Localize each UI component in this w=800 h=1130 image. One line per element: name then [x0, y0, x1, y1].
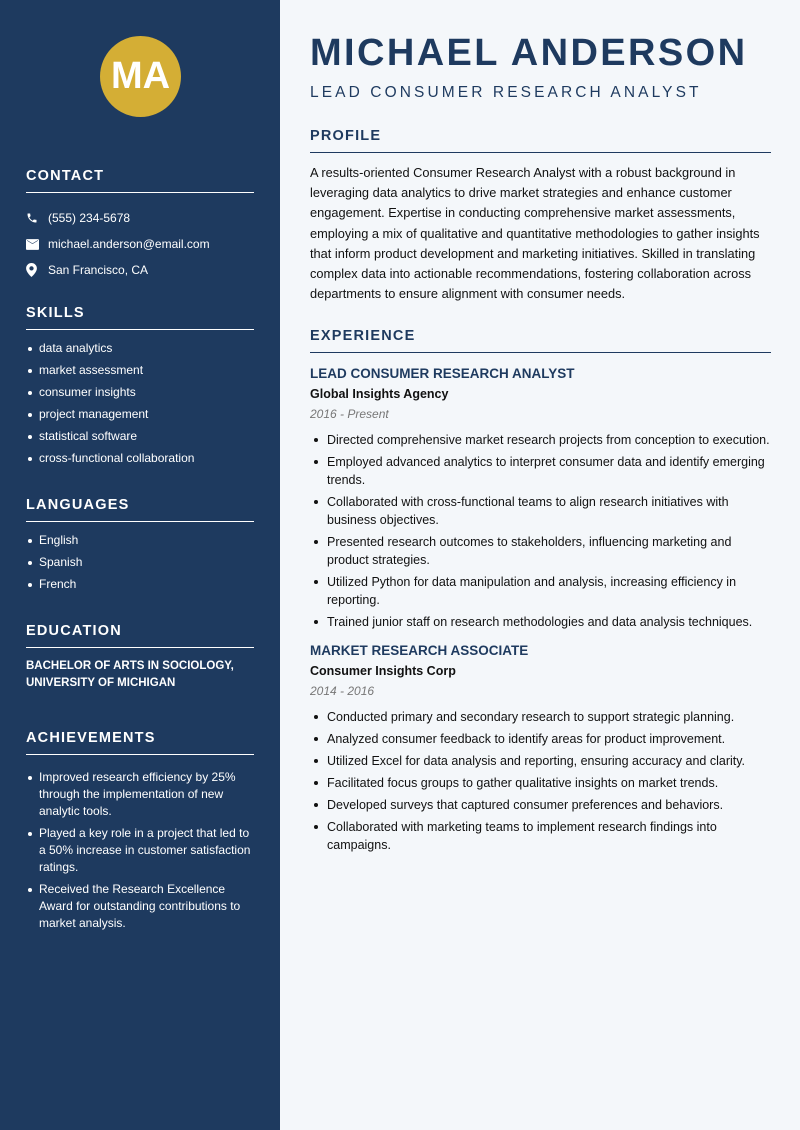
phone-text: (555) 234-5678 [48, 211, 131, 225]
languages-section [26, 497, 254, 598]
job-bullet: Employed advanced analytics to interpret consumer data and identify emerging trends. [310, 453, 771, 489]
job-bullet: Collaborated with cross-functional teams to align research initiatives with business objectives. [310, 493, 771, 529]
job-bullet: Developed surveys that captured consumer preferences and behaviors. [310, 796, 771, 814]
job-title: LEAD CONSUMER RESEARCH ANALYST [310, 366, 575, 381]
achievement-item: Played a key role in a project that led to a 50% increase in customer satisfaction ratings. [26, 825, 254, 876]
envelope-icon [26, 239, 48, 250]
job-dates: 2014 - 2016 [310, 684, 375, 698]
language-item: English [26, 532, 254, 549]
experience-heading: EXPERIENCE [310, 328, 771, 353]
email-link[interactable]: michael.anderson@email.com [48, 237, 210, 251]
skill-item: project management [26, 406, 254, 423]
skill-item: market assessment [26, 362, 254, 379]
skill-item: cross-functional collaboration [26, 450, 254, 467]
education-section [26, 623, 254, 692]
skill-item: data analytics [26, 340, 254, 357]
skills-heading: SKILLS [26, 305, 254, 330]
education-degree: BACHELOR OF ARTS IN SOCIOLOGY, UNIVERSITY OF MICHIGAN [26, 660, 234, 689]
map-pin-icon [26, 263, 48, 277]
contact-location [26, 257, 254, 283]
skills-list [26, 340, 254, 467]
job-dates: 2016 - Present [310, 407, 389, 421]
contact-list [26, 205, 254, 283]
job-bullet: Conducted primary and secondary research to support strategic planning. [310, 708, 771, 726]
achievement-item: Improved research efficiency by 25% through the implementation of new analytic tools. [26, 769, 254, 820]
job-bullet: Collaborated with marketing teams to implement research findings into campaigns. [310, 818, 771, 854]
education-heading: EDUCATION [26, 623, 254, 648]
skill-item: statistical software [26, 428, 254, 445]
job-company: Consumer Insights Corp [310, 664, 456, 678]
achievements-section [26, 730, 254, 937]
profile-section [310, 128, 771, 304]
job-entry [310, 643, 771, 854]
languages-list [26, 532, 254, 593]
profile-text: A results-oriented Consumer Research Analyst with a robust background in leveraging data analytics to drive market strategies and enhance customer engagement. Expertise in conducting comprehensive market assessments, employing a mix of qualitative and quantitative methodologies to gather insights that inform product development and marketing initiatives. Skilled in translating complex data into actionable recommendations, fostering collaboration across departments to ensure alignment with consumer needs. [310, 165, 760, 302]
contact-heading: CONTACT [26, 168, 254, 193]
job-bullet: Utilized Python for data manipulation and analysis, increasing efficiency in reporting. [310, 573, 771, 609]
profile-heading: PROFILE [310, 128, 771, 153]
contact-phone [26, 205, 254, 231]
contact-email [26, 231, 254, 257]
skills-section [26, 305, 254, 472]
job-bullet: Analyzed consumer feedback to identify areas for product improvement. [310, 730, 771, 748]
avatar-initials: MA [110, 55, 171, 97]
languages-heading: LANGUAGES [26, 497, 254, 522]
job-bullet: Utilized Excel for data analysis and reporting, ensuring accuracy and clarity. [310, 752, 771, 770]
avatar [100, 36, 181, 117]
skill-item: consumer insights [26, 384, 254, 401]
language-item: Spanish [26, 554, 254, 571]
achievement-item: Received the Research Excellence Award for outstanding contributions to market analysis. [26, 881, 254, 932]
job-bullet: Presented research outcomes to stakeholders, influencing marketing and product strategies. [310, 533, 771, 569]
contact-section [26, 168, 254, 283]
phone-icon [26, 212, 48, 224]
job-bullet: Trained junior staff on research methodologies and data analysis techniques. [310, 613, 771, 631]
sidebar [0, 0, 280, 1130]
job-company: Global Insights Agency [310, 387, 449, 401]
job-bullets [310, 431, 771, 631]
candidate-name: MICHAEL ANDERSON [310, 32, 748, 74]
achievements-heading: ACHIEVEMENTS [26, 730, 254, 755]
job-bullet: Facilitated focus groups to gather qualitative insights on market trends. [310, 774, 771, 792]
achievements-list [26, 769, 254, 932]
job-bullets [310, 708, 771, 854]
candidate-title: LEAD CONSUMER RESEARCH ANALYST [310, 84, 702, 101]
job-title: MARKET RESEARCH ASSOCIATE [310, 643, 529, 658]
experience-section [310, 328, 771, 858]
location-text: San Francisco, CA [48, 263, 149, 277]
job-entry [310, 366, 771, 631]
language-item: French [26, 576, 254, 593]
job-bullet: Directed comprehensive market research projects from conception to execution. [310, 431, 771, 449]
